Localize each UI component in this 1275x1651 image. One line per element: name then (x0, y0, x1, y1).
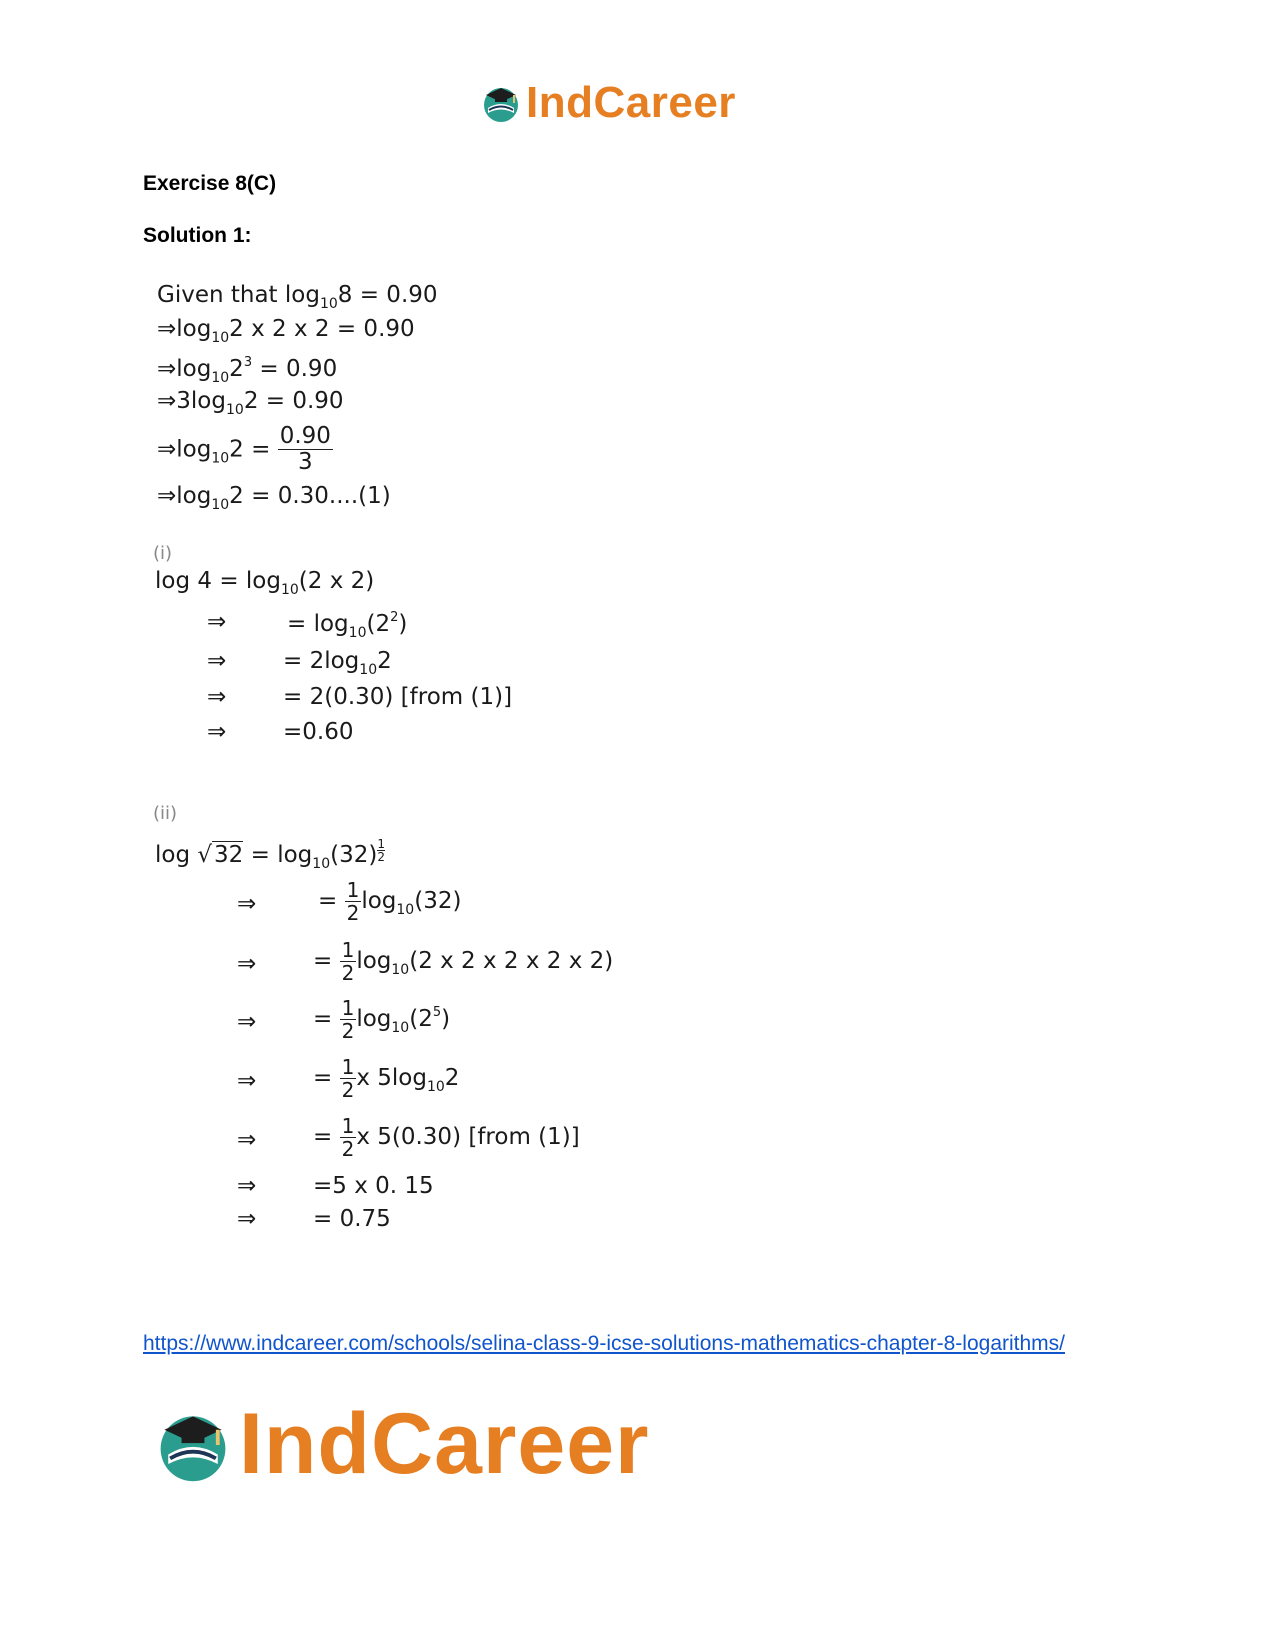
part-ii-line-3: = $\frac{1}{2}$ $\log_{10}(2$ x 2 x 2 x 2 x 2) (313, 938, 614, 985)
half-fraction: $\frac{1}{2}$ (341, 1114, 355, 1161)
implies-arrow: ⇒ (157, 356, 177, 382)
part-ii-line-4: = $\frac{1}{2}$ $\log_{10}(2^5)$ (313, 996, 451, 1043)
part-i-line-3: = $2\log_{10}2$ (283, 648, 392, 678)
header-logo-text: IndCareer (526, 78, 736, 127)
implies-arrow: ⇒ (207, 719, 227, 745)
given-line-2: $\Rightarrow\log_{10}2$ x 2 x 2 = 0.90 (157, 316, 415, 346)
sqrt-sign: √ (197, 842, 213, 868)
solution-title: Solution 1: (143, 224, 252, 247)
half-fraction: $\frac{1}{2}$ (341, 1055, 355, 1102)
half-exponent: $\frac{1}{2}$ (377, 837, 385, 864)
implies-arrow: ⇒ (237, 1068, 257, 1094)
part-i-line-5: =0.60 (283, 719, 354, 745)
source-link[interactable]: https://www.indcareer.com/schools/selina-class-9-icse-solutions-mathematics-chapter-8-logarithms/ (143, 1332, 1066, 1355)
given-line-6: $\Rightarrow\log_{10}2 = 0.30....(1)$ (157, 483, 391, 513)
implies-arrow: ⇒ (157, 483, 177, 509)
part-ii-line-5: = $\frac{1}{2}$ x $5\log_{10}2$ (313, 1055, 460, 1102)
implies-arrow: ⇒ (237, 951, 257, 977)
part-i-line-1: $\log 4 = \log_{10}(2$ x 2) (155, 568, 375, 598)
footer-logo-text: IndCareer (239, 1396, 650, 1492)
part-i-line-4: = 2(0.30) [from (1)] (283, 684, 513, 710)
half-fraction: $\frac{1}{2}$ (346, 878, 360, 925)
part-ii-label: (ii) (153, 803, 178, 824)
implies-arrow: ⇒ (237, 1127, 257, 1153)
part-ii-line-2: = $\frac{1}{2}$ $\log_{10}(32)$ (318, 878, 462, 925)
footer-logo (153, 1395, 650, 1494)
implies-arrow: ⇒ (237, 1173, 257, 1199)
half-fraction: $\frac{1}{2}$ (341, 938, 355, 985)
part-i-label: (i) (153, 543, 173, 564)
implies-arrow: ⇒ (237, 891, 257, 917)
implies-arrow: ⇒ (157, 316, 177, 342)
part-ii-line-8: = 0.75 (313, 1206, 391, 1232)
given-line-4: $\Rightarrow 3\log_{10}2 = 0.90$ (157, 388, 344, 418)
implies-arrow: ⇒ (237, 1206, 257, 1232)
graduation-cap-icon (480, 82, 522, 124)
implies-arrow: ⇒ (207, 648, 227, 674)
half-fraction: $\frac{1}{2}$ (341, 996, 355, 1043)
graduation-cap-icon (153, 1405, 233, 1485)
given-line-5: $\Rightarrow\log_{10}2$ = $\frac{0.90}{3}$ (157, 423, 331, 476)
part-ii-line-7: =5 x 0. 15 (313, 1173, 434, 1199)
header-logo (480, 78, 736, 128)
implies-arrow: ⇒ (157, 388, 177, 414)
given-line-1: Given that $\log_{10}8 = 0.90$ (157, 282, 438, 312)
exercise-title: Exercise 8(C) (143, 172, 277, 195)
implies-arrow: ⇒ (237, 1009, 257, 1035)
part-ii-line-1: $\log √32 = \log_{10}(32)$ $\frac{1}{2}$ (155, 837, 385, 872)
part-ii-line-6: = $\frac{1}{2}$ x 5(0.30) [from (1)] (313, 1114, 580, 1161)
implies-arrow: ⇒ (157, 436, 177, 463)
fraction: $\frac{0.90}{3}$ (279, 423, 331, 476)
part-i-line-2: = $\log_{10}(2^2)$ (287, 610, 408, 641)
given-line-3: $\Rightarrow\log_{10}2^3 = 0.90$ (157, 355, 338, 386)
implies-arrow: ⇒ (207, 684, 227, 710)
implies-arrow: ⇒ (207, 609, 227, 635)
